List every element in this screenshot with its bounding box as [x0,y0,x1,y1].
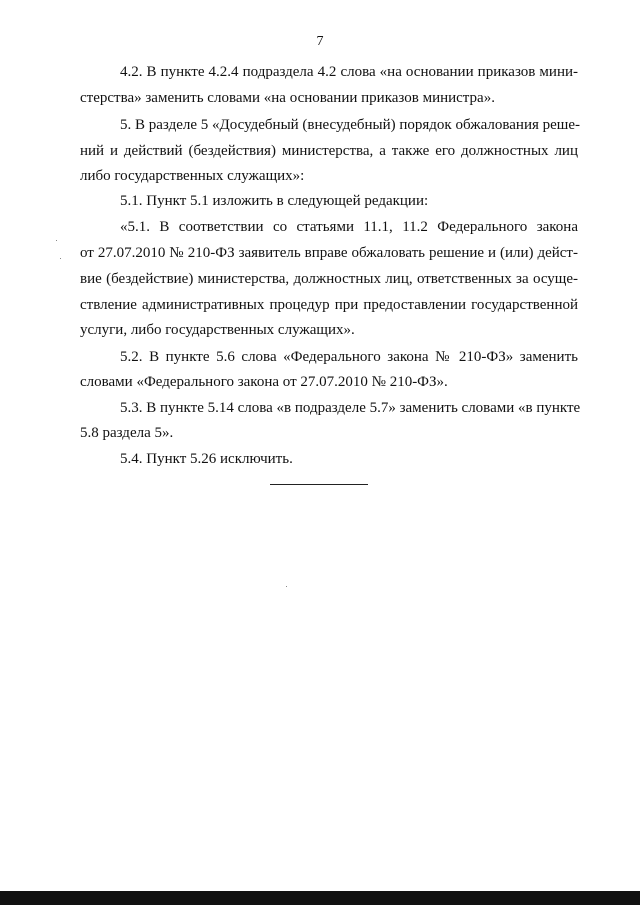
paragraph-5-1-line-1: 5.1. Пункт 5.1 изложить в следующей редакции: [120,193,429,209]
quote-5-1-line-4: ствление административных процедур при предоставлении государственной [80,297,578,313]
scan-speck [56,240,57,241]
paragraph-5-3-line-2: 5.8 раздела 5». [80,425,174,441]
quote-5-1-line-1: «5.1. В соответствии со статьями 11.1, 11.2 Федерального закона [120,219,578,235]
quote-5-1-line-5: услуги, либо государственных служащих». [80,322,355,338]
end-of-text-rule [270,484,368,485]
paragraph-5-2-line-2: словами «Федерального закона от 27.07.2010 № 210-ФЗ». [80,374,448,390]
paragraph-5-line-1: 5. В разделе 5 «Досудебный (внесудебный) порядок обжалования реше- [120,117,580,133]
paragraph-5-2-line-1: 5.2. В пункте 5.6 слова «Федерального закона № 210-ФЗ» заменить [120,349,578,365]
paragraph-5-4-line-1: 5.4. Пункт 5.26 исключить. [120,451,293,467]
quote-5-1-line-2: от 27.07.2010 № 210-ФЗ заявитель вправе обжаловать решение и (или) дейст- [80,245,578,261]
paragraph-5-3-line-1: 5.3. В пункте 5.14 слова «в подразделе 5.7» заменить словами «в пункте [120,400,581,416]
paragraph-4-2-line-1: 4.2. В пункте 4.2.4 подраздела 4.2 слова «на основании приказов мини- [120,64,578,80]
quote-5-1-line-3: вие (бездействие) министерства, должностных лиц, ответственных за осуще- [80,271,578,287]
scan-edge-bar [0,891,640,905]
paragraph-5-line-2: ний и действий (бездействия) министерства, а также его должностных лиц [80,143,578,159]
scan-speck [286,586,287,587]
paragraph-5-line-3: либо государственных служащих»: [80,168,305,184]
paragraph-4-2-line-2: стерства» заменить словами «на основании приказов министра». [80,90,495,106]
page-number: 7 [316,34,324,49]
scan-speck [60,258,61,259]
